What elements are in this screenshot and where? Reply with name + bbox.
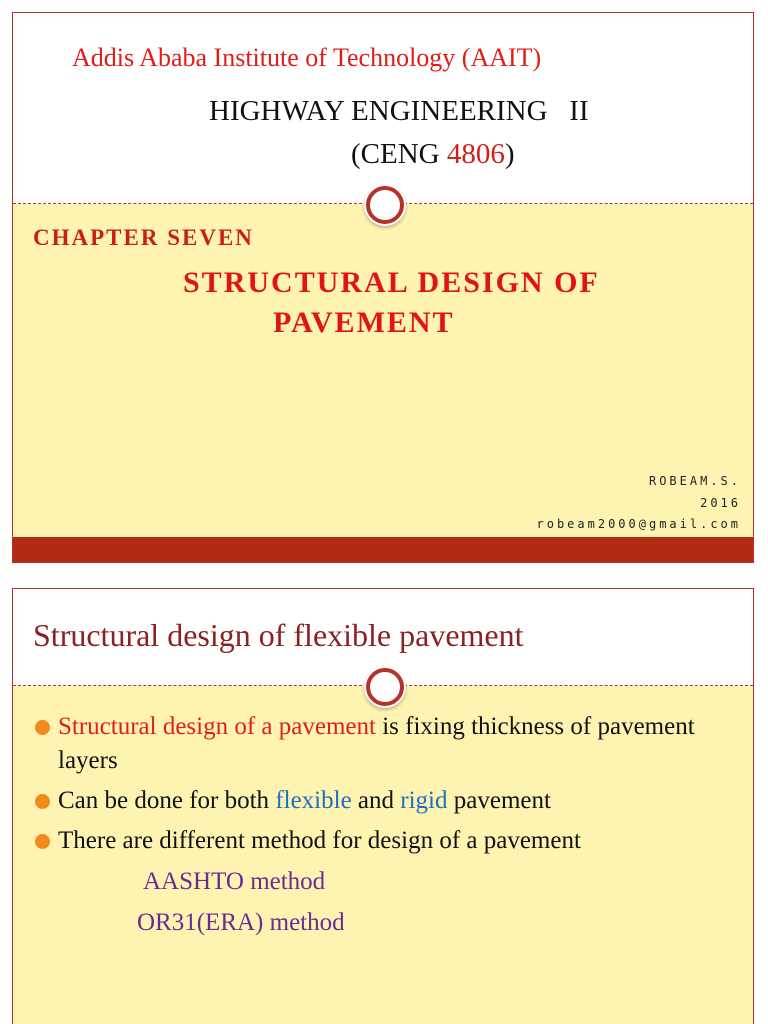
bullet-text: and (351, 787, 401, 814)
bullet-item (35, 710, 743, 778)
slide-title: Structural design of flexible pavement (33, 617, 524, 653)
title-slide (12, 12, 754, 563)
year: 2016 (700, 496, 741, 510)
method-or31: OR31(ERA) method (137, 909, 345, 936)
course-code (351, 138, 515, 171)
bullet-item (35, 824, 743, 858)
footer-bar (13, 537, 753, 563)
course-title: HIGHWAY ENGINEERING II (209, 95, 589, 127)
slide-title-line1: STRUCTURAL DESIGN OF (183, 266, 600, 299)
bullet-text: Can be done for both (58, 787, 276, 814)
flexible-keyword: flexible (275, 787, 352, 814)
course-code-suffix: ) (504, 138, 515, 170)
bullet-text: There are different method for design of a pavement (58, 827, 581, 854)
institute-name: Addis Ababa Institute of Technology (AAIT) (72, 43, 542, 72)
bullet-item (35, 784, 743, 818)
bullet-dot-icon (35, 794, 50, 809)
author-name: ROBEAM.S. (648, 474, 741, 488)
chapter-label: CHAPTER SEVEN (33, 225, 254, 250)
course-number: 4806 (446, 138, 505, 170)
content-slide (12, 588, 754, 1024)
author-email: robeam2000@gmail.com (536, 517, 741, 531)
bullet-text: pavement (447, 787, 551, 814)
bullet-list (35, 710, 743, 864)
bullet-text: is fixing thickness of pavement layers (58, 713, 701, 774)
bullet-dot-icon (35, 720, 50, 735)
bullet-dot-icon (35, 834, 50, 849)
rigid-keyword: rigid (400, 787, 448, 814)
ring-ornament-icon (366, 668, 404, 706)
ring-ornament-icon (366, 186, 404, 224)
bullet-highlight: Structural design of a pavement (58, 713, 376, 740)
course-code-prefix: (CENG (351, 138, 447, 170)
slide-title-line2: PAVEMENT (273, 306, 455, 339)
content-band (13, 204, 753, 537)
method-aashto: AASHTO method (143, 868, 326, 895)
